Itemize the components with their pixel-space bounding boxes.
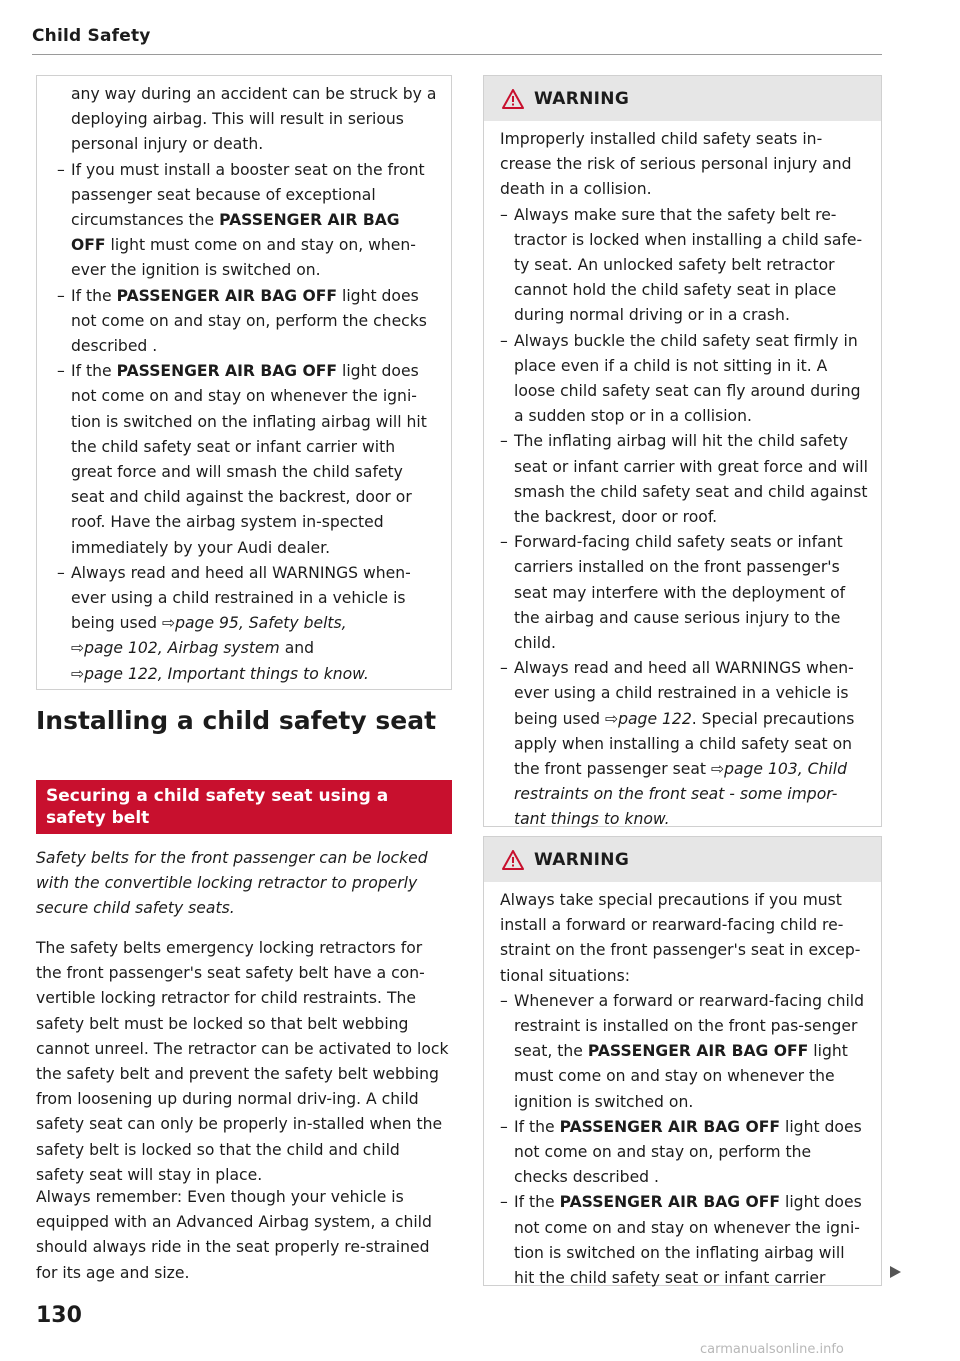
warning-box-1 bbox=[483, 75, 882, 827]
text-run: Whenever a forward or rearward-facing child restraint is installed on the front pas-senger seat, the bbox=[514, 991, 865, 1061]
warning-label: WARNING bbox=[534, 849, 630, 870]
warning-item bbox=[500, 1115, 869, 1191]
watermark: carmanualsonline.info bbox=[700, 1342, 844, 1357]
warning-lead: Improperly installed child safety seats in-crease the risk of serious personal injury and death in a collision. bbox=[500, 130, 852, 199]
warning-header bbox=[484, 837, 881, 882]
warning-item: – Always make sure that the safety belt re-tractor is locked when installing a child safe-ty seat. An unlocked safety belt retractor cannot hold the child safety seat in place during normal driving or in a crash. bbox=[500, 203, 869, 329]
bold-term: PASSENGER AIR BAG OFF bbox=[116, 362, 338, 381]
bold-term: PASSENGER AIR BAG OFF bbox=[71, 211, 400, 255]
text-run: . Special precautions apply when installing a child safety seat on the front passenger seat bbox=[514, 709, 855, 779]
warning-body bbox=[484, 882, 881, 1291]
warning-triangle-icon bbox=[502, 89, 524, 109]
text-run: light must come on and stay on whenever the ignition is switched on. bbox=[514, 1042, 848, 1111]
text-run: If the bbox=[71, 362, 117, 381]
text-run: If the bbox=[514, 1193, 560, 1212]
page-ref-link[interactable]: ⇨page 103, Child restraints on the front seat - some impor-tant things to know. bbox=[514, 760, 847, 829]
left-box-item-4 bbox=[57, 561, 437, 687]
left-warning-continuation bbox=[36, 75, 452, 690]
subsection-heading: Securing a child safety seat using a safety belt bbox=[36, 780, 452, 834]
page-ref-link[interactable]: ⇨page 102, Airbag system bbox=[71, 639, 280, 658]
text-run: If the bbox=[71, 286, 117, 305]
text-run: and bbox=[279, 639, 315, 658]
warning-header bbox=[484, 76, 881, 121]
body-paragraph-2: Always remember: Even though your vehicle is equipped with an Advanced Airbag system, a child should always ride in the seat properly re-strained for its age and size. bbox=[36, 1188, 432, 1282]
warning-triangle-icon bbox=[502, 850, 524, 870]
warning-item: – Always buckle the child safety seat firmly in place even if a child is not sitting in it. A loose child safety seat can fly around during a sudden stop or in a collision. bbox=[500, 329, 869, 430]
text-run: If you must install a booster seat on the front passenger seat because of exceptional circumstances the bbox=[71, 160, 425, 230]
body-paragraph-1: The safety belts emergency locking retractors for the front passenger's seat safety belt have a con-vertible locking retractor for child restraints. The safety belt must be locked so that belt webbing cannot unreel. The retractor can be activated to lock the safety belt and prevent the safety belt webbing from loosening up during normal driv-ing. A child safety seat can only be properly in-stalled when the safety belt is locked so that the child and child safety seat will stay in place. bbox=[36, 939, 449, 1184]
text-run: Always read and heed all WARNINGS when-ever using a child restrained in a vehicle is being used bbox=[71, 563, 411, 633]
left-box-item-1 bbox=[57, 158, 437, 284]
text-run: Always read and heed all WARNINGS when-ever using a child restrained in a vehicle is being used bbox=[514, 659, 854, 728]
page-ref-link[interactable]: ⇨page 122 bbox=[605, 709, 692, 728]
left-box-item-3 bbox=[57, 359, 437, 561]
page-ref-link[interactable]: ⇨page 95, Safety belts, bbox=[162, 614, 347, 633]
warning-lead: Always take special precautions if you must install a forward or rearward-facing child re-straint on the front passenger's seat in excep-tional situations: bbox=[500, 891, 861, 985]
text-run: light does not come on and stay on whenever the igni-tion is switched on the inflating airbag will hit the child safety seat or infant carrier with great force and will smash the child safety seat and child against the backrest, door or roof. Have the airbag system in-spected immediately by your Audi dealer. bbox=[71, 362, 427, 557]
page-number: 130 bbox=[36, 1303, 82, 1328]
text-run: If the bbox=[514, 1117, 560, 1136]
continue-arrow-icon bbox=[888, 1265, 902, 1279]
bold-term: PASSENGER AIR BAG OFF bbox=[559, 1193, 781, 1212]
warning-item bbox=[500, 989, 869, 1115]
text-run: light does not come on and stay on, perform the checks described . bbox=[514, 1117, 862, 1187]
section-intro: Safety belts for the front passenger can be locked with the convertible locking retractor to properly secure child safety seats. bbox=[36, 849, 428, 918]
warning-label: WARNING bbox=[534, 88, 630, 109]
left-box-lead: any way during an accident can be struck by a deploying airbag. This will result in serious personal injury or death. bbox=[71, 85, 437, 154]
warning-body bbox=[484, 121, 881, 833]
page-ref-link[interactable]: ⇨page 122, Important things to know. bbox=[71, 664, 369, 683]
bold-term: PASSENGER AIR BAG OFF bbox=[587, 1042, 809, 1061]
bold-term: PASSENGER AIR BAG OFF bbox=[116, 286, 338, 305]
text-run: light does not come on and stay on, perform the checks described . bbox=[71, 286, 427, 356]
text-run: light does not come on and stay on whenever the igni-tion is switched on the inflating airbag will hit the child safety seat or infant carrier bbox=[514, 1193, 862, 1288]
warning-item: – The inflating airbag will hit the child safety seat or infant carrier with great force and will smash the child safety seat and child against the backrest, door or roof. bbox=[500, 429, 869, 530]
text-run: light must come on and stay on, when-ever the ignition is switched on. bbox=[71, 236, 416, 280]
warning-item bbox=[500, 656, 869, 832]
warning-box-2 bbox=[483, 836, 882, 1286]
warning-item bbox=[500, 1190, 869, 1291]
left-box-item-2 bbox=[57, 284, 437, 360]
bold-term: PASSENGER AIR BAG OFF bbox=[559, 1117, 781, 1136]
header-rule bbox=[32, 54, 882, 55]
section-title: Installing a child safety seat bbox=[36, 706, 437, 735]
warning-item: – Forward-facing child safety seats or infant carriers installed on the front passenger's seat may interfere with the deployment of the airbag and cause serious injury to the child. bbox=[500, 530, 869, 656]
page-header: Child Safety bbox=[32, 26, 151, 46]
